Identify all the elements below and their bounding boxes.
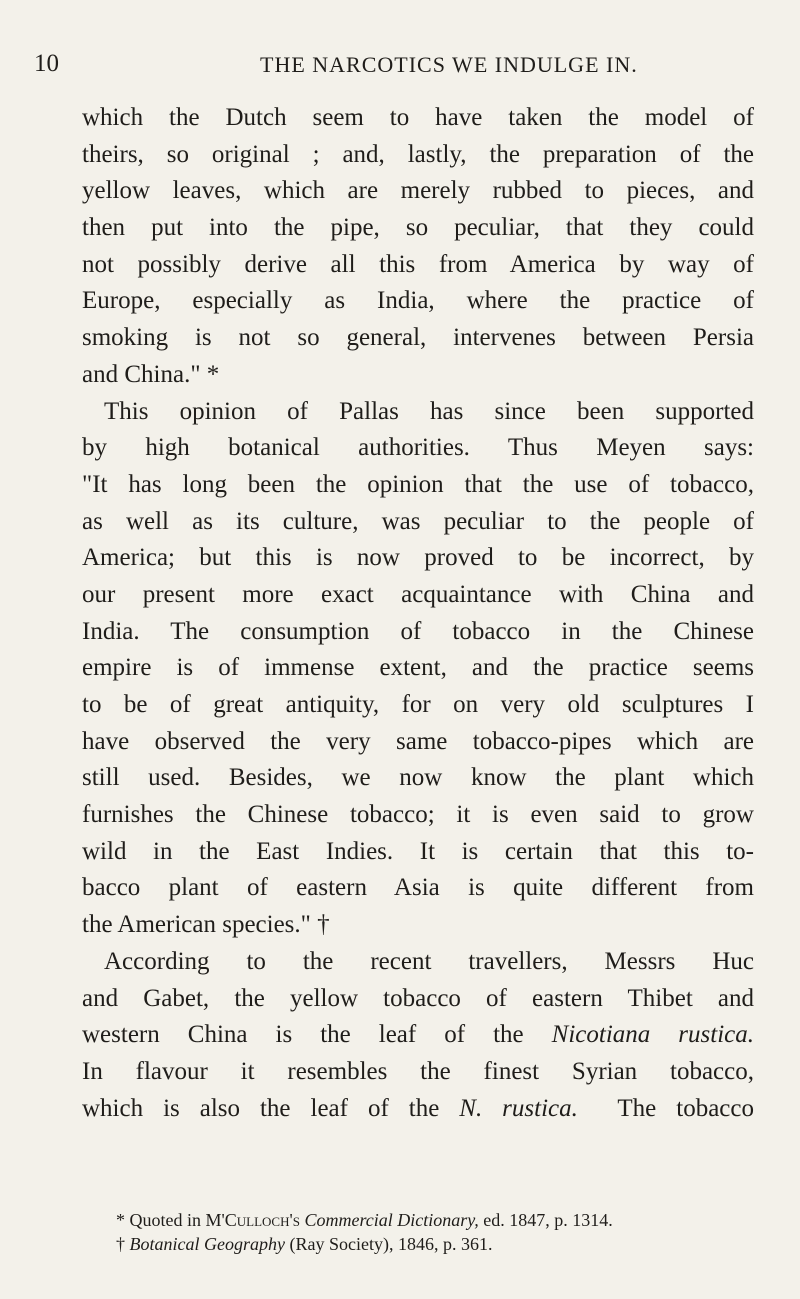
text-line: by high botanical authorities. Thus Meyen says:	[82, 434, 754, 462]
footnote-author: M'Culloch's	[205, 1210, 300, 1230]
text-line: theirs, so original ; and, lastly, the preparation of the	[82, 140, 754, 168]
body-text	[82, 100, 754, 1127]
footnote	[116, 1208, 756, 1232]
footnotes	[116, 1208, 756, 1256]
text-segment: which is also the leaf of the	[82, 1094, 440, 1122]
text-line: then put into the pipe, so peculiar, that they could	[82, 214, 754, 242]
page-number: 10	[34, 50, 59, 77]
footnote-text: (Ray Society), 1846, p. 361.	[289, 1234, 493, 1254]
text-line	[82, 1091, 754, 1128]
text-line: In flavour it resembles the finest Syrian tobacco,	[82, 1057, 754, 1085]
text-line: not possibly derive all this from America by way of	[82, 250, 754, 278]
text-line: smoking is not so general, intervenes between Persia	[82, 324, 754, 352]
text-line: India. The consumption of tobacco in the Chinese	[82, 617, 754, 645]
running-title: THE NARCOTICS WE INDULGE IN.	[260, 52, 638, 77]
italic-term: N. rustica.	[459, 1094, 578, 1122]
text-line: as well as its culture, was peculiar to the people of	[82, 507, 754, 535]
footnote	[116, 1232, 756, 1256]
footnote-mark: †	[116, 1234, 125, 1254]
text-line: and China." *	[82, 360, 220, 388]
footnote-title: Commercial Dictionary,	[304, 1210, 479, 1230]
text-line: furnishes the Chinese tobacco; it is even said to grow	[82, 801, 754, 829]
text-line: Europe, especially as India, where the practice of	[82, 287, 754, 315]
footnote-text: ed. 1847, p. 1314.	[483, 1210, 613, 1230]
text-line: the American species." †	[82, 911, 330, 939]
footnote-mark: *	[116, 1210, 125, 1230]
footnote-title: Botanical Geography	[129, 1234, 285, 1254]
text-line: bacco plant of eastern Asia is quite different from	[82, 874, 754, 902]
text-line: This opinion of Pallas has since been supported	[104, 397, 754, 425]
text-segment: The tobacco	[617, 1094, 754, 1122]
text-line: According to the recent travellers, Messrs Huc	[104, 947, 754, 975]
text-line: our present more exact acquaintance with China and	[82, 580, 754, 608]
text-line: still used. Besides, we now know the plant which	[82, 764, 754, 792]
text-line: yellow leaves, which are merely rubbed to pieces, and	[82, 177, 754, 205]
italic-term: Nicotiana rustica.	[551, 1021, 754, 1049]
text-line: America; but this is now proved to be incorrect, by	[82, 544, 754, 572]
text-line: and Gabet, the yellow tobacco of eastern Thibet and	[82, 984, 754, 1012]
text-line: empire is of immense extent, and the practice seems	[82, 654, 754, 682]
text-segment: western China is the leaf of the	[82, 1021, 524, 1049]
text-line: "It has long been the opinion that the use of tobacco,	[82, 470, 754, 498]
text-line: have observed the very same tobacco-pipes which are	[82, 727, 754, 755]
page-header	[34, 50, 754, 84]
text-line: to be of great antiquity, for on very old sculptures I	[82, 691, 754, 718]
text-line: which the Dutch seem to have taken the model of	[82, 104, 754, 131]
text-line	[82, 1017, 754, 1054]
footnote-text: Quoted in	[129, 1210, 201, 1230]
text-line: wild in the East Indies. It is certain that this to-	[82, 837, 754, 865]
